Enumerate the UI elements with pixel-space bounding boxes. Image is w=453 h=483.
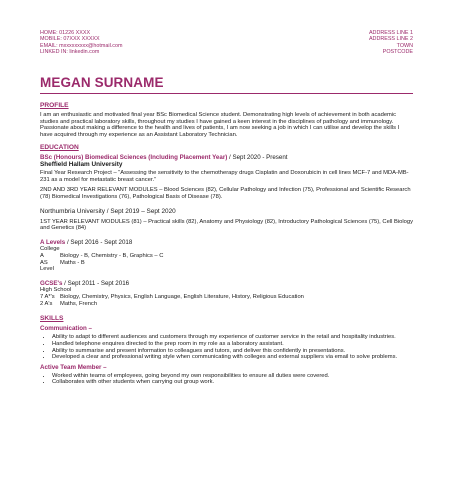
team-heading: Active Team Member – (40, 363, 107, 371)
gcse-dates: / Sept 2011 - Sept 2016 (62, 280, 130, 288)
grade-subjects: Biology, Chemistry, Physics, English Language, English Literature, History, Religious Education (60, 293, 304, 300)
mobile-phone: MOBILE: 07XXX XXXXX (40, 36, 100, 43)
address (369, 30, 413, 55)
skills-heading: SKILLS (40, 315, 64, 323)
degree-title (40, 154, 413, 161)
email: EMAIL: mxxxxxxxxx@hotmail.com (40, 42, 123, 49)
grade-level: AS Level (40, 259, 54, 273)
grade-subjects: Maths - B (60, 259, 85, 266)
grade-level: A (40, 252, 44, 259)
cv-page (0, 30, 453, 483)
communication-list (40, 334, 413, 360)
linkedin: LINKED IN: linkedin.com (40, 48, 100, 55)
candidate-name: MEGAN SURNAME (40, 75, 164, 90)
postcode: POSTCODE (382, 48, 413, 55)
address-line-2: ADDRESS LINE 2 (368, 36, 413, 43)
address-line-1: ADDRESS LINE 1 (368, 30, 413, 36)
profile-text: I am an enthusiastic and motivated final year BSc Biomedical Science student. Demonstrating high levels of achievement in both academic studies and practical laboratory skills, throughout my studies I have gained a keen interest in the disciplines of pathology and immunology. Passionate about making a difference to the health and lives of patients, I am now seeking a job in which I can utilise and develop the skills I have acquired through my experience as an Assistant Laboratory Technician. (40, 112, 400, 139)
northumbria-head: Northumbria University / Sept 2019 – Sept 2020 (40, 207, 176, 215)
list-item: • Handled telephone enquires directed to the prep room in my role as a laboratory assistant. (52, 341, 413, 348)
alevels-name: A Levels (40, 239, 66, 247)
grade-level: 7 A*'s (40, 293, 55, 300)
degree-name: BSc (Honours) Biomedical Sciences (Including Placement Year) (40, 153, 228, 161)
grade-row (40, 294, 413, 301)
gcse-name: GCSE's (40, 280, 63, 288)
degree-modules-label: 2ND AND 3RD YEAR RELEVANT MODULES (40, 187, 158, 194)
degree-modules (40, 187, 413, 200)
list-item: • Worked within teams of employees, going beyond my own responsibilities to ensure all duties were covered. (52, 373, 413, 380)
list-item: • Developed a clear and professional writing style when communicating with colleges and external suppliers via email to solve problems. (52, 354, 413, 361)
communication-heading: Communication – (40, 325, 92, 333)
list-item: • Collaborates with other students when carrying out group work. (52, 379, 413, 386)
contact-details (40, 30, 122, 55)
research-project: Final Year Research Project – “Assessing the sensitivity to the chemotherapy drugs Cisplatin and Doxorubicin in cell lines MCF-7 and MDA-MB-231 as a model for metastatic breast cancer.” (40, 169, 409, 183)
degree-modules-list: – Blood Sciences (82), Cellular Pathology and Infection (75), Professional and Scientific Research (78) Biomedical Investigations (76), Pathological Basis of Disease (78). (40, 187, 411, 200)
gcse-title (40, 280, 413, 287)
grade-row (40, 253, 413, 260)
list-item: • Ability to adapt to different audiences and customers through my experience of customer service in the retail and hospitality industries. (52, 334, 413, 341)
grade-subjects: Maths, French (60, 300, 98, 307)
town: TOWN (396, 42, 413, 49)
gcse-org: High School (40, 287, 72, 294)
team-list (40, 373, 413, 386)
list-item: • Ability to summarise and present information to colleagues and tutors, and deliver this confidently in presentations. (52, 348, 413, 355)
header-divider (40, 93, 413, 94)
contact-header (40, 30, 413, 74)
northumbria-modules-label: 1ST YEAR RELEVANT MODULES (81) (40, 218, 142, 225)
grade-level: 2 A's (40, 300, 53, 307)
degree-university: Sheffield Hallam University (40, 160, 123, 168)
alevels-org: College (40, 246, 60, 253)
education-heading: EDUCATION (40, 143, 79, 151)
home-phone: HOME: 01226 XXXX (40, 30, 91, 36)
grade-row (40, 301, 413, 308)
northumbria-modules-list: – Practical skills (82), Anatomy and Physiology (82), Introductory Pathological Sciences (75), Cell Biology and Genetics (84) (40, 218, 413, 232)
alevels-title (40, 239, 413, 246)
grade-subjects: Biology - B, Chemistry - B, Graphics – C (60, 252, 164, 259)
profile-heading: PROFILE (40, 102, 69, 109)
degree-dates: / Sept 2020 - Present (227, 153, 288, 161)
alevels-dates: / Sept 2016 - Sept 2018 (65, 239, 133, 247)
grade-row (40, 260, 413, 274)
northumbria-modules (40, 219, 413, 232)
